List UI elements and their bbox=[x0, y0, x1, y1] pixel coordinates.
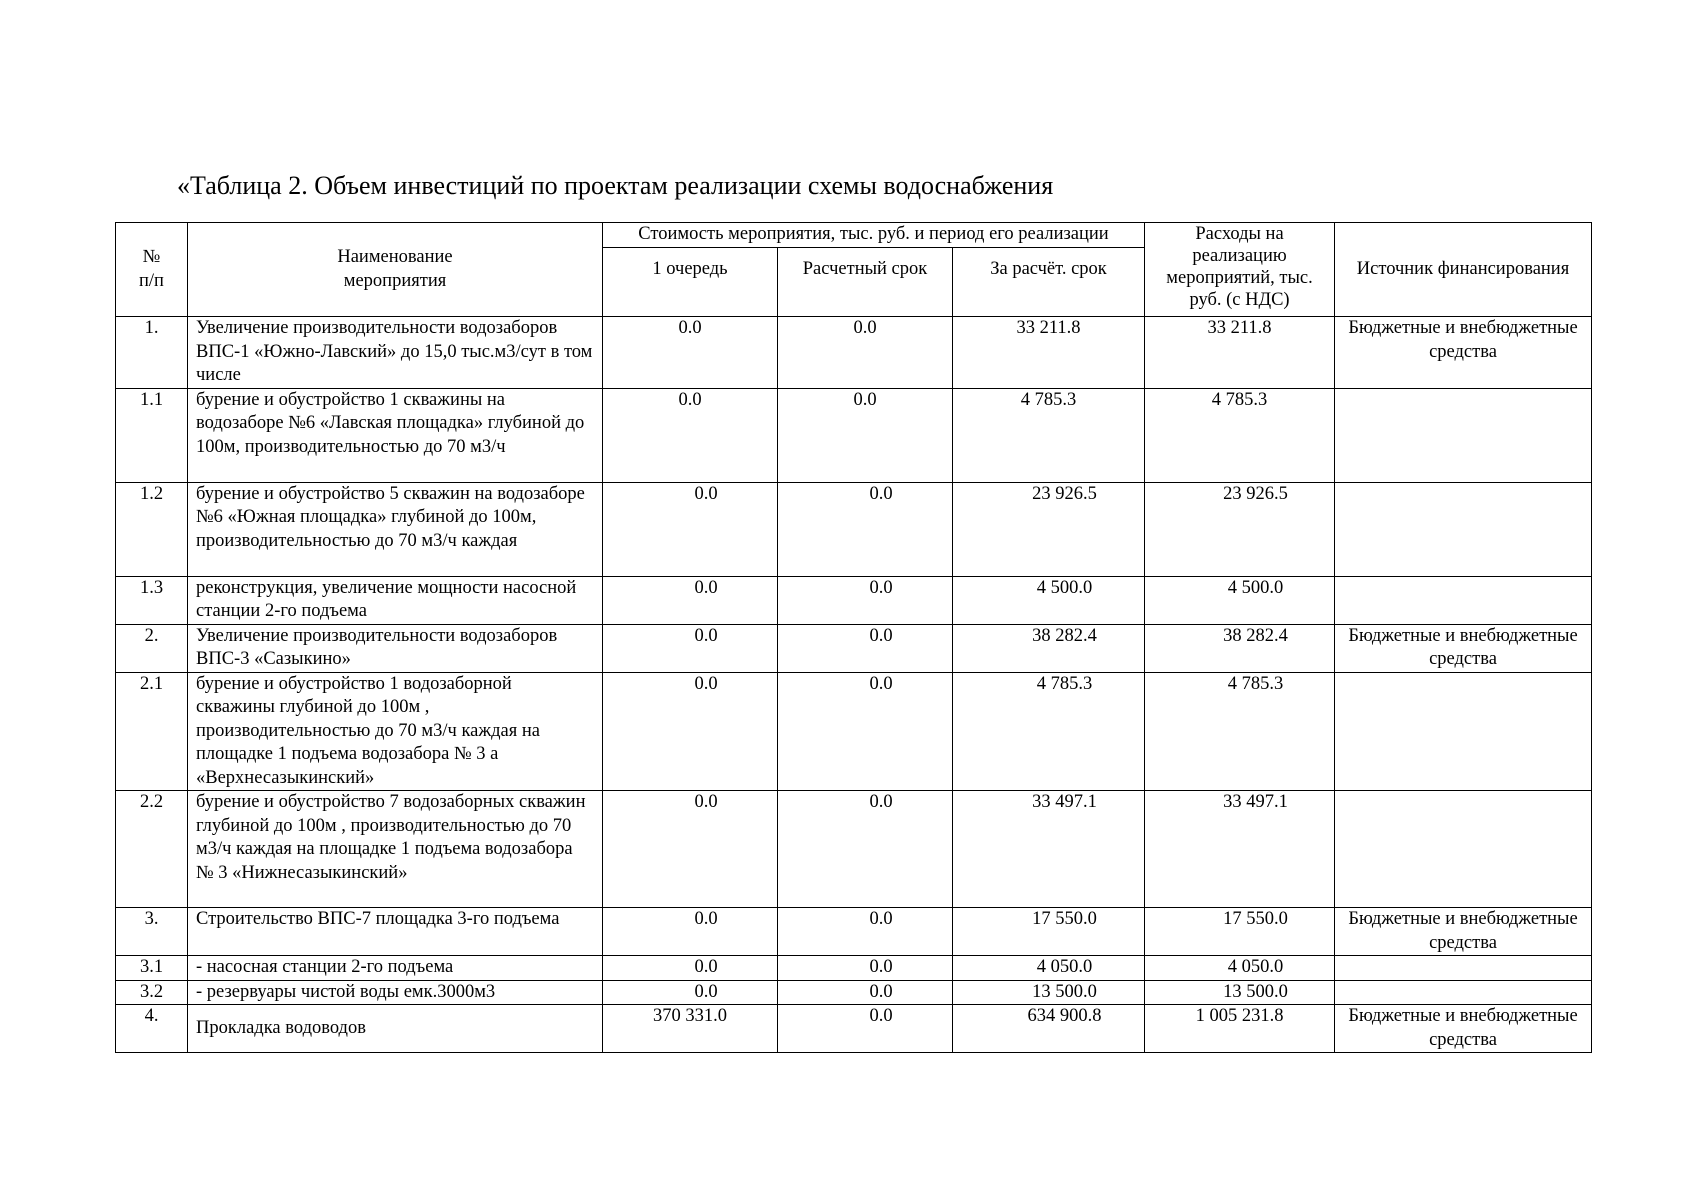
row-name: бурение и обустройство 5 скважин на водозаборе №6 «Южная площадка» глубиной до 100м, производительностью до 70 м3/ч каждая bbox=[188, 482, 603, 576]
row-source: Бюджетные и внебюджетные средства bbox=[1335, 624, 1592, 672]
row-name: - насосная станции 2-го подъема bbox=[188, 956, 603, 981]
row-num: 3.1 bbox=[116, 956, 188, 981]
row-expenses: 4 785.3 bbox=[1145, 388, 1335, 482]
row-calc-period: 0.0 bbox=[778, 576, 953, 624]
row-num: 1.2 bbox=[116, 482, 188, 576]
row-beyond: 33 497.1 bbox=[953, 791, 1145, 908]
header-source: Источник финансирования bbox=[1335, 223, 1592, 317]
row-beyond: 4 785.3 bbox=[953, 388, 1145, 482]
row-calc-period: 0.0 bbox=[778, 482, 953, 576]
row-expenses: 1 005 231.8 bbox=[1145, 1005, 1335, 1053]
row-calc-period: 0.0 bbox=[778, 317, 953, 389]
row-num: 2.2 bbox=[116, 791, 188, 908]
row-beyond: 4 785.3 bbox=[953, 672, 1145, 791]
row-name: реконструкция, увеличение мощности насосной станции 2-го подъема bbox=[188, 576, 603, 624]
row-stage1: 0.0 bbox=[603, 672, 778, 791]
header-expenses: Расходы на реализацию мероприятий, тыс. руб. (с НДС) bbox=[1145, 223, 1335, 317]
row-name: Прокладка водоводов bbox=[188, 1005, 603, 1053]
row-beyond: 4 050.0 bbox=[953, 956, 1145, 981]
table-header bbox=[116, 223, 1592, 317]
row-name: Увеличение производительности водозаборов ВПС-3 «Сазыкино» bbox=[188, 624, 603, 672]
row-num: 1.1 bbox=[116, 388, 188, 482]
row-name: бурение и обустройство 1 скважины на водозаборе №6 «Лавская площадка» глубиной до 100м, производительностью до 70 м3/ч bbox=[188, 388, 603, 482]
row-source bbox=[1335, 672, 1592, 791]
header-beyond: За расчёт. срок bbox=[953, 248, 1145, 317]
table-body bbox=[116, 317, 1592, 1053]
table-row bbox=[116, 980, 1592, 1005]
row-num: 4. bbox=[116, 1005, 188, 1053]
row-calc-period: 0.0 bbox=[778, 388, 953, 482]
row-name: Строительство ВПС-7 площадка 3-го подъема bbox=[188, 908, 603, 956]
header-num bbox=[116, 223, 188, 317]
row-calc-period: 0.0 bbox=[778, 908, 953, 956]
row-stage1: 0.0 bbox=[603, 317, 778, 389]
table-row bbox=[116, 388, 1592, 482]
row-expenses: 33 497.1 bbox=[1145, 791, 1335, 908]
table-row bbox=[116, 672, 1592, 791]
row-source bbox=[1335, 482, 1592, 576]
header-name bbox=[188, 223, 603, 317]
row-expenses: 33 211.8 bbox=[1145, 317, 1335, 389]
row-num: 3.2 bbox=[116, 980, 188, 1005]
row-source: Бюджетные и внебюджетные средства bbox=[1335, 1005, 1592, 1053]
table-row bbox=[116, 576, 1592, 624]
row-beyond: 38 282.4 bbox=[953, 624, 1145, 672]
row-calc-period: 0.0 bbox=[778, 956, 953, 981]
row-beyond: 17 550.0 bbox=[953, 908, 1145, 956]
row-stage1: 0.0 bbox=[603, 624, 778, 672]
row-calc-period: 0.0 bbox=[778, 1005, 953, 1053]
row-calc-period: 0.0 bbox=[778, 624, 953, 672]
row-beyond: 4 500.0 bbox=[953, 576, 1145, 624]
row-num: 2. bbox=[116, 624, 188, 672]
row-stage1: 0.0 bbox=[603, 908, 778, 956]
row-expenses: 4 500.0 bbox=[1145, 576, 1335, 624]
row-calc-period: 0.0 bbox=[778, 980, 953, 1005]
header-row-1 bbox=[116, 223, 1592, 248]
table-row bbox=[116, 956, 1592, 981]
row-stage1: 0.0 bbox=[603, 576, 778, 624]
row-name: бурение и обустройство 1 водозаборной скважины глубиной до 100м , производительностью до 70 м3/ч каждая на площадке 1 подъема водозабора № 3 а «Верхнесазыкинский» bbox=[188, 672, 603, 791]
header-stage1: 1 очередь bbox=[603, 248, 778, 317]
row-stage1: 370 331.0 bbox=[603, 1005, 778, 1053]
row-expenses: 4 050.0 bbox=[1145, 956, 1335, 981]
row-source bbox=[1335, 576, 1592, 624]
row-name: бурение и обустройство 7 водозаборных скважин глубиной до 100м , производительностью до 70 м3/ч каждая на площадке 1 подъема водозабора № 3 «Нижнесазыкинский» bbox=[188, 791, 603, 908]
row-num: 1.3 bbox=[116, 576, 188, 624]
row-source bbox=[1335, 388, 1592, 482]
row-expenses: 4 785.3 bbox=[1145, 672, 1335, 791]
table-row bbox=[116, 908, 1592, 956]
row-num: 2.1 bbox=[116, 672, 188, 791]
row-name: Увеличение производительности водозаборов ВПС-1 «Южно-Лавский» до 15,0 тыс.м3/сут в том числе bbox=[188, 317, 603, 389]
row-source: Бюджетные и внебюджетные средства bbox=[1335, 908, 1592, 956]
row-expenses: 17 550.0 bbox=[1145, 908, 1335, 956]
row-beyond: 634 900.8 bbox=[953, 1005, 1145, 1053]
table-row bbox=[116, 317, 1592, 389]
row-num: 1. bbox=[116, 317, 188, 389]
table-row bbox=[116, 1005, 1592, 1053]
row-beyond: 33 211.8 bbox=[953, 317, 1145, 389]
row-expenses: 38 282.4 bbox=[1145, 624, 1335, 672]
table-row bbox=[116, 482, 1592, 576]
row-source bbox=[1335, 791, 1592, 908]
row-source bbox=[1335, 956, 1592, 981]
row-stage1: 0.0 bbox=[603, 791, 778, 908]
header-cost-group: Стоимость мероприятия, тыс. руб. и период его реализации bbox=[603, 223, 1145, 248]
header-name-label: Наименование мероприятия bbox=[337, 247, 453, 291]
row-expenses: 13 500.0 bbox=[1145, 980, 1335, 1005]
row-beyond: 13 500.0 bbox=[953, 980, 1145, 1005]
row-stage1: 0.0 bbox=[603, 482, 778, 576]
investment-table bbox=[115, 222, 1592, 1053]
row-num: 3. bbox=[116, 908, 188, 956]
row-stage1: 0.0 bbox=[603, 388, 778, 482]
header-calc-period: Расчетный срок bbox=[778, 248, 953, 317]
row-source bbox=[1335, 980, 1592, 1005]
row-stage1: 0.0 bbox=[603, 980, 778, 1005]
row-expenses: 23 926.5 bbox=[1145, 482, 1335, 576]
row-beyond: 23 926.5 bbox=[953, 482, 1145, 576]
table-caption: «Таблица 2. Объем инвестиций по проектам реализации схемы водоснабжения bbox=[177, 171, 1054, 200]
header-num-label: № п/п bbox=[139, 247, 164, 291]
row-calc-period: 0.0 bbox=[778, 672, 953, 791]
table-row bbox=[116, 624, 1592, 672]
row-source: Бюджетные и внебюджетные средства bbox=[1335, 317, 1592, 389]
row-stage1: 0.0 bbox=[603, 956, 778, 981]
table-row bbox=[116, 791, 1592, 908]
row-name: - резервуары чистой воды емк.3000м3 bbox=[188, 980, 603, 1005]
row-calc-period: 0.0 bbox=[778, 791, 953, 908]
